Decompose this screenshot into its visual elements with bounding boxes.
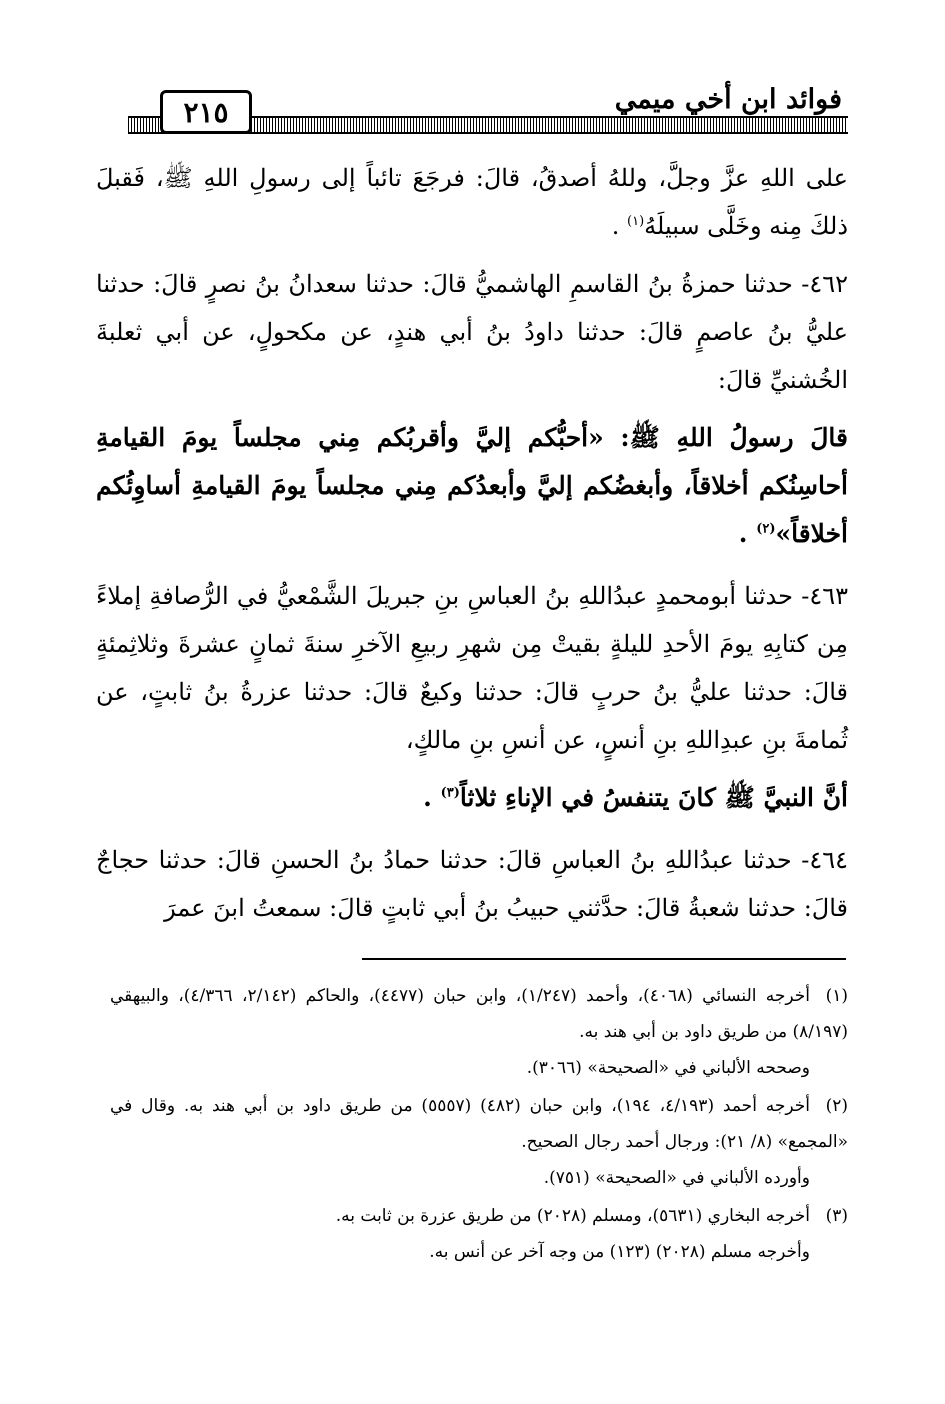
paragraph-text: ٤٦٣- حدثنا أبومحمدٍ عبدُاللهِ بنُ العباسِ بنِ جبريلَ الشَّمْعيُّ في الرُّصافةِ إملاءً مِن كتابِهِ يومَ الأحدِ لليلةٍ بقيتْ مِن شهرِ ربيعِ الآخرِ سنةَ ثمانٍ عشرةَ وثلاثِمئةٍ قالَ: حدثنا عليُّ بنُ حربٍ قالَ: حدثنا وكيعٌ قالَ: حدثنا عزرةُ بنُ ثابتٍ، عن ثُمامةَ بنِ عبدِاللهِ بنِ أنسٍ، عن أنسِ بنِ مالكٍ،: [96, 582, 849, 754]
footnote-line: [110, 1088, 848, 1160]
footnote-line: [110, 978, 848, 1050]
hadith-463-isnad: [96, 572, 848, 764]
paragraph-end: .: [738, 519, 757, 548]
footnote-marker: (٢): [756, 521, 776, 537]
hadith-462-matn: [96, 414, 848, 558]
hadith-464-isnad: [96, 836, 848, 932]
running-title: فوائد ابن أخي ميمي: [605, 84, 848, 115]
hadith-462-isnad: [96, 260, 848, 404]
paragraph-text: ٤٦٤- حدثنا عبدُاللهِ بنُ العباسِ قالَ: حدثنا حمادُ بنُ الحسنِ قالَ: حدثنا حجاجٌ قالَ: حدثنا شعبةُ قالَ: حدَّثني حبيبُ بنُ أبي ثابتٍ قالَ: سمعتُ ابنَ عمرَ: [96, 846, 848, 922]
footnote-line: وأورده الألباني في «الصحيحة» (٧٥١).: [543, 1168, 810, 1188]
paragraph-text: أنَّ النبيَّ ﷺ كانَ يتنفسُ في الإناءِ ثلاثاً: [459, 783, 848, 812]
footnote-text: أخرجه أحمد (٤/١٩٣، ١٩٤)، وابن حبان (٤٨٢) (٥٥٥٧) من طريق داود بن أبي هند به. وقال في «المجمع» (٨/ ٢١): ورجال أحمد رجال الصحيح.: [110, 1096, 848, 1152]
page-header: [128, 78, 848, 138]
paragraph-end: .: [611, 212, 627, 240]
footnote-line: [110, 1198, 848, 1234]
main-text: [96, 154, 848, 942]
footnotes: [110, 978, 848, 1272]
footnote-line: وأخرجه مسلم (٢٠٢٨) (١٢٣) من وجه آخر عن أنس به.: [429, 1242, 810, 1262]
paragraph-text: ٤٦٢- حدثنا حمزةُ بنُ القاسمِ الهاشميُّ قالَ: حدثنا سعدانُ بنُ نصرٍ قالَ: حدثنا عليُّ بنُ عاصمٍ قالَ: حدثنا داودُ بنُ أبي هندٍ، عن مكحولٍ، عن أبي ثعلبةَ الخُشنيِّ قالَ:: [96, 270, 848, 394]
paragraph-end: .: [423, 783, 441, 812]
paragraph-text: على اللهِ عزَّ وجلَّ، وللهُ أصدقُ، قالَ: فرجَعَ تائباً إلى رسولِ اللهِ ﷺ، فَقبلَ ذلكَ مِنه وخَلَّى سبيلَهُ: [96, 164, 848, 240]
footnote-divider: [362, 958, 846, 960]
footnote: [110, 978, 848, 1086]
footnote: [110, 1198, 848, 1270]
paragraph: [96, 154, 848, 250]
footnote-text: أخرجه البخاري (٥٦٣١)، ومسلم (٢٠٢٨) من طريق عزرة بن ثابت به.: [335, 1206, 810, 1226]
paragraph-text: قالَ رسولُ اللهِ ﷺ: «أحبُّكم إليَّ وأقربُكم مِني مجلساً يومَ القيامةِ أحاسِنُكم أخلاقاً، وأبغضُكم إليَّ وأبعدُكم مِني مجلساً يومَ القيامةِ أساوِئُكم أخلاقاً»: [96, 423, 848, 548]
footnote-line: وصححه الألباني في «الصحيحة» (٣٠٦٦).: [526, 1058, 810, 1078]
page-number: ٢١٥: [183, 95, 229, 129]
footnote-number: (٢): [825, 1096, 849, 1116]
hadith-463-matn: [96, 774, 848, 822]
footnote-marker: (٣): [440, 785, 460, 801]
footnote-number: (٣): [825, 1206, 848, 1226]
footnote-marker: (١): [627, 214, 645, 229]
footnote-text: أخرجه النسائي (٤٠٦٨)، وأحمد (١/٢٤٧)، وابن حبان (٤٤٧٧)، والحاكم (٢/١٤٢، ٤/٣٦٦)، والبيهقي (٨/١٩٧) من طريق داود بن أبي هند به.: [110, 986, 848, 1042]
footnote-number: (١): [825, 986, 849, 1006]
page-number-box: [160, 90, 252, 134]
footnote: [110, 1088, 848, 1196]
